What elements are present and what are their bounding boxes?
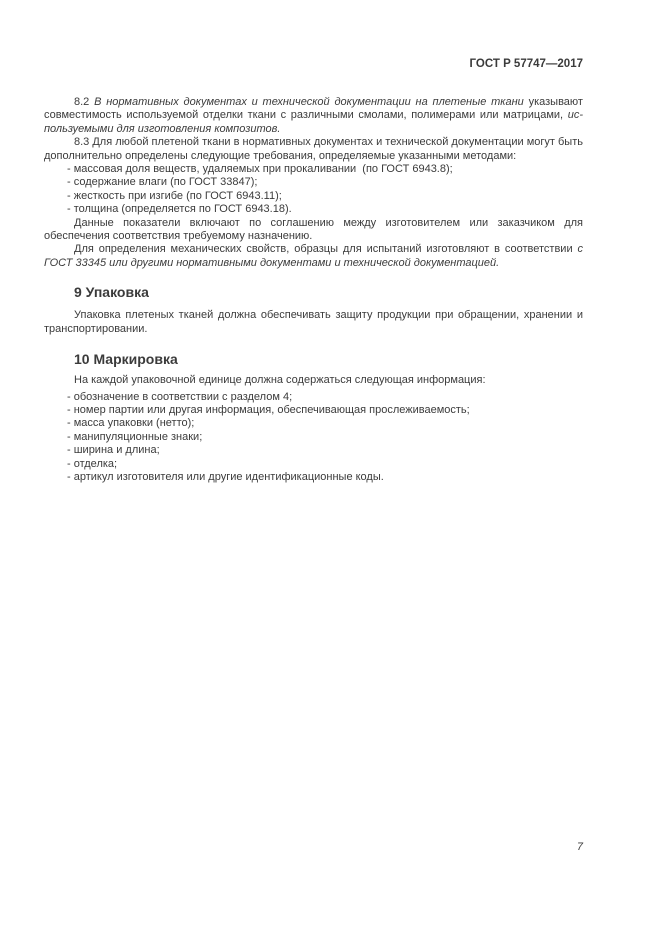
document-body (44, 57, 583, 484)
paragraph-indicators: Данные показатели включают по соглашению между изготовителем или заказчиком для обеспечения соответствия требуемому назначению. (44, 216, 583, 243)
list-item: - обозначение в соответствии с разделом 4; (67, 390, 293, 403)
page-number: 7 (576, 841, 583, 853)
marking-list (44, 391, 583, 485)
paragraph-mechanical (44, 243, 583, 270)
list-item: - масса упаковки (нетто); (67, 417, 195, 430)
list-item: - жесткость при изгибе (по ГОСТ 6943.11); (67, 189, 282, 202)
paragraph-packaging: Упаковка плетеных тканей должна обеспечивать защиту продукции при обращении, хранении и транспортировании. (44, 309, 583, 335)
paragraph-8-2 (44, 96, 583, 136)
paragraph-8-2-italic-tail: используемыми для изготовления композитов. (44, 109, 583, 135)
page-header (44, 57, 583, 71)
paragraph-mechanical-italic: с ГОСТ 33345 или другими нормативными документами и технической документацией. (44, 243, 583, 269)
list-item: - номер партии или другая информация, обеспечивающая прослеживаемость; (67, 403, 470, 416)
paragraph-8-2-italic-lead: В нормативных документах и технической документации на плетеные ткани (94, 96, 524, 108)
paragraph-marking-intro: На каждой упаковочной единице должна содержаться следующая информация: (74, 374, 486, 387)
requirements-list (44, 163, 583, 217)
section-10-heading: 10 Маркировка (74, 351, 178, 368)
list-item: - отделка; (67, 457, 118, 470)
list-item: - артикул изготовителя или другие идентификационные коды. (67, 470, 384, 483)
paragraph-8-3: 8.3 Для любой плетеной ткани в нормативных документах и технической документации могут быть дополнительно определены следующие требования, определяемые указанными методами: (44, 136, 583, 162)
list-item: - содержание влаги (по ГОСТ 33847); (67, 176, 258, 189)
clause-number-8-2: 8.2 (74, 96, 95, 108)
document-code: ГОСТ Р 57747—2017 (469, 58, 583, 70)
list-item: - ширина и длина; (67, 444, 160, 457)
list-item: - массовая доля веществ, удаляемых при прокаливании (по ГОСТ 6943.8); (67, 163, 453, 176)
paragraph-8-2-body: указывают совместимость используемой отделки ткани с различными смолами, полимерами или матрицами, (44, 96, 583, 122)
paragraph-mechanical-body: Для определения механических свойств, образцы для испытаний изготовляют в соответствии (74, 243, 578, 256)
section-9-heading: 9 Упаковка (74, 284, 149, 301)
list-item: - манипуляционные знаки; (67, 430, 203, 443)
list-item: - толщина (определяется по ГОСТ 6943.18). (67, 203, 292, 216)
